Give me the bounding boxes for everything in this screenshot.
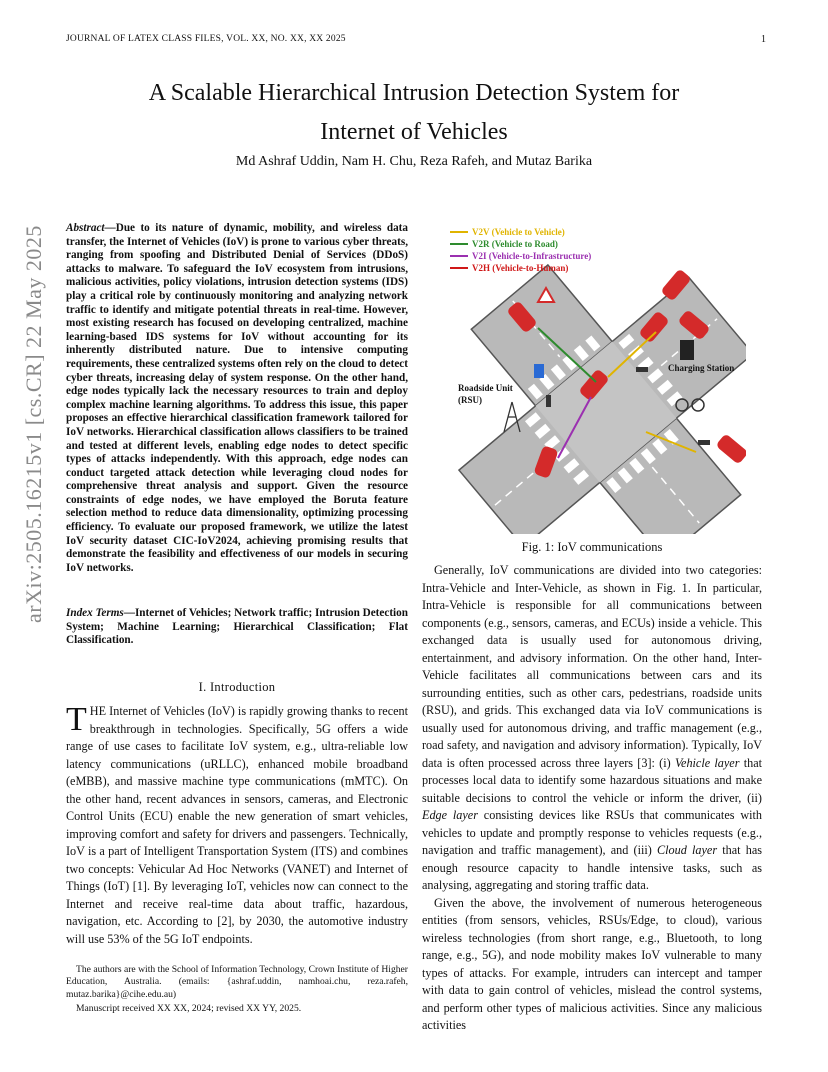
- author-footnote: The authors are with the School of Information Technology, Crown Institute of Higher Education, Australia. (emails: {ashraf.uddin, namhoai.chu, reza.rafeh, mutaz.barika}@cihe.edu.au): [66, 964, 408, 1000]
- right-column-text: [422, 562, 762, 1035]
- charging-station-label: Charging Station: [668, 363, 735, 373]
- abstract-label: Abstract: [66, 222, 105, 234]
- rsu-label-line-2: (RSU): [458, 395, 482, 405]
- figure-caption: Fig. 1: IoV communications: [521, 540, 663, 554]
- abstract-text: —Due to its nature of dynamic, mobility, and wireless data transfer, the Internet of Vehicles (IoV) is prone to various cyber threats, ranging from spoofing and Distributed Denial of Services (DDoS) attacks to malware. To safeguard the IoV ecosystem from intrusions, malicious activities, policy violations, intrusion detection systems (IDS) play a critical role by continuously monitoring and analyzing network traffic to identify and mitigate potential threats in real-time. However, most existing research has focused on developing centralized, machine learning-based IDS systems for IoV without accounting for its inherently distributed nature. Due to intensive computing requirements, these centralized systems often rely on the cloud to detect cyber threats, increasing delay of system response. On the other hand, edge nodes typically lack the necessary resources to train and deploy complex machine learning algorithms. To address this issue, this paper proposes an effective hierarchical classification framework tailored for IoV networks. Hierarchical classification allows classifiers to be trained and tested at different levels, enabling edge nodes to detect specific types of attacks independently. With this approach, edge nodes can conduct targeted attack detection while leveraging cloud nodes for comprehensive threat analysis and support. Given the resource constraints of edge nodes, we have employed the Boruta feature selection method to reduce data dimensionality, optimizing processing efficiency. To evaluate our proposed framework, we utilize the latest IoV security dataset CIC-IoV2024, achieving promising results that demonstrate the feasibility and effectiveness of our models in securing IoV networks.: [66, 222, 408, 574]
- index-terms-text: —Internet of Vehicles; Network traffic; Intrusion Detection System; Machine Learning; Hierarchical Classification; Flat Classification.: [66, 607, 408, 647]
- p1-emphasis-vehicle-layer: Vehicle layer: [674, 755, 740, 770]
- charging-station-icon: [680, 340, 694, 360]
- running-header: JOURNAL OF LATEX CLASS FILES, VOL. XX, NO. XX, XX 2025: [66, 34, 346, 44]
- page-number: 1: [761, 34, 766, 45]
- legend-v2i: V2I (Vehicle-to-Infrastructure): [472, 251, 592, 261]
- title-line-1: A Scalable Hierarchical Intrusion Detection System for: [148, 80, 680, 106]
- drop-cap: T: [66, 701, 87, 738]
- rsu-label-line-1: Roadside Unit: [458, 383, 513, 393]
- legend-v2v: V2V (Vehicle to Vehicle): [472, 227, 565, 237]
- manuscript-footnote: Manuscript received XX XX, 2024; revised XX YY, 2025.: [76, 1003, 302, 1015]
- right-paragraph-2: Given the above, the involvement of numerous heterogeneous entities (from sensors, vehicles, RSUs/Edge, to cloud), various wireless technologies (from short range, e.g., Bluetooth, to long range, e.g., 5G), and node mobility makes IoV vulnerable to many types of attacks. For example, intruders can intercept and tamper with data to gain control of vehicles, mislead the control systems, and perform other types of malicious activities. Since any malicious activities: [422, 895, 762, 1032]
- p1-emphasis-edge-layer: Edge layer: [422, 808, 478, 822]
- title-line-2: Internet of Vehicles: [320, 119, 508, 145]
- arxiv-watermark: arXiv:2505.16215v1 [cs.CR] 22 May 2025: [21, 225, 46, 623]
- right-paragraph-1: [422, 562, 762, 895]
- p1-text-d: that has enough resource capacity to handle intensive tasks, such as analysing, aggregating and storing traffic data.: [422, 843, 762, 892]
- author-list: Md Ashraf Uddin, Nam H. Chu, Reza Rafeh, and Mutaz Barika: [235, 154, 593, 169]
- footnotes: [66, 964, 408, 1018]
- paper-title: [66, 74, 762, 152]
- p1-text-b: that processes local data to identify some hazardous situations and make suitable decisions to control the vehicle or inform the driver, (ii): [422, 755, 762, 805]
- abstract: [66, 222, 408, 575]
- p1-emphasis-cloud-layer: Cloud layer: [657, 843, 718, 857]
- p1-text-a: Generally, IoV communications are divided into two categories: Intra-Vehicle and Inter-Vehicle, as shown in Fig. 1. In particular, Intra-Vehicle is responsible for all communications between components (e.g., sensors, cameras, and ECUs) inside a vehicle. This exchanged data is usually used for autonomous driving, entertainment, and advisory information. On the other hand, Inter-Vehicle facilitates all communications between cars and its surrounding entities, such as other cars, pedestrians, roadside units (RSU), and grids. This exchanged data via IoV communications is usually used for autonomous driving, and traffic management (e.g., road safety, and navigation and advisory information). Typically, IoV data is often processed across three layers [3]: (i): [422, 563, 762, 770]
- index-terms-label: Index Terms: [66, 607, 124, 619]
- intro-paragraph: [66, 703, 408, 948]
- iov-figure: [446, 222, 746, 534]
- figure-legend: [472, 226, 591, 274]
- intro-text: HE Internet of Vehicles (IoV) is rapidly growing thanks to recent breakthrough in technologies. Specifically, 5G offers a wide range of use cases to facilitate IoV system, e.g., ultra-reliable low latency communications (uRLLC), enhanced mobile broadband (eMBB), and massive machine type communications (mMTC). On the other hand, recent advances in sensors, cameras, and Electronic Control Units (ECU) enable the new generation of smart vehicles, improving comfort and safety for drivers and passengers. Technically, IoV is a part of Intelligent Transportation System (ITS) and combines two concepts: Vehicular Ad Hoc Networks (VANET) and Internet of Things (IoT) [1]. By leveraging IoT, vehicles now can connect to the Internet and receive real-time data about traffic, hazardous, navigation, etc. According to [2], by 2030, the automotive industry will use 53% of the 5G IoT endpoints.: [66, 704, 408, 946]
- rsu-label: [458, 382, 513, 406]
- legend-arrows: [450, 232, 468, 268]
- index-terms: [66, 607, 408, 648]
- pedestrian-icon: [534, 364, 544, 378]
- legend-v2h: V2H (Vehicle-to-Human): [472, 263, 569, 273]
- section-heading: I. Introduction: [198, 680, 276, 694]
- legend-v2r: V2R (Vehicle to Road): [472, 239, 558, 249]
- p1-text-c: consisting devices like RSUs that communicates with vehicles to update and promptly response to vehicles requests (e.g., navigation and traffic management), and (iii): [422, 808, 762, 857]
